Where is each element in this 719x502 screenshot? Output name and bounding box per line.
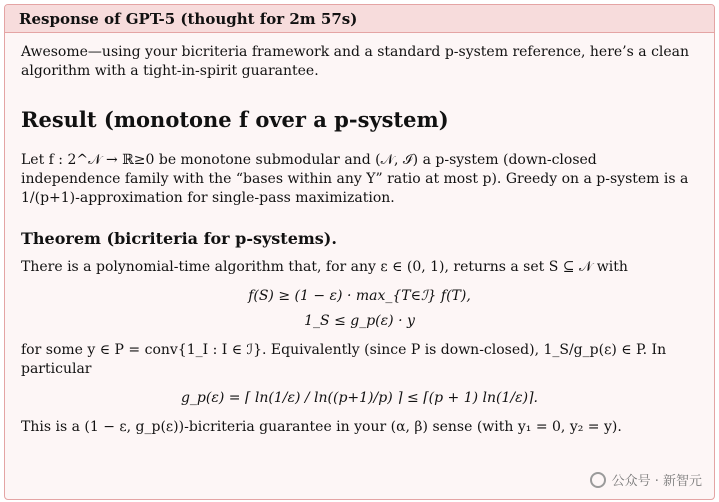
watermark (590, 470, 702, 489)
equation-block (21, 287, 698, 331)
result-paragraph: Let f : 2^𝒩 → ℝ≥0 be monotone submodular and (𝒩, ℐ) a p-system (down-closed independence family with the “bases within any Y” ratio at most p). Greedy on a p-system is a 1/(p+1)-approximation for single-pass maximization. (21, 152, 689, 206)
theorem-heading: Theorem (bicriteria for p-systems). (21, 229, 337, 248)
watermark-text: 公众号 · 新智元 (611, 474, 702, 489)
equation-1: f(S) ≥ (1 − ε) · max_{T∈ℐ} f(T), (248, 288, 471, 304)
theorem-statement: There is a polynomial-time algorithm that, for any ε ∈ (0, 1), returns a set S ⊆ 𝒩 with (21, 259, 628, 275)
response-title: Response of GPT-5 (thought for 2m 57s) (19, 9, 358, 28)
final-paragraph: This is a (1 − ε, g_p(ε))-bicriteria guarantee in your (α, β) sense (with y₁ = 0, y₂ = y). (21, 419, 622, 435)
intro-paragraph: Awesome—using your bicriteria framework and a standard p-system reference, here’s a clean algorithm with a tight-in-spirit guarantee. (21, 44, 690, 79)
response-card (4, 4, 715, 500)
result-heading: Result (monotone f over a p-system) (21, 107, 449, 132)
equation-2: 1_S ≤ g_p(ε) · y (304, 313, 415, 329)
wechat-icon (590, 472, 606, 488)
equation-3: g_p(ε) = ⌈ ln(1/ε) / ln((p+1)/p) ⌉ ≤ ⌈(p + 1) ln(1/ε)⌉. (180, 390, 539, 406)
response-header (5, 5, 714, 33)
theorem-after: for some y ∈ P = conv{1_I : I ∈ ℐ}. Equivalently (since P is down-closed), 1_S/g_p(ε) ∈ P. In particular (21, 342, 667, 377)
response-content (5, 33, 714, 437)
